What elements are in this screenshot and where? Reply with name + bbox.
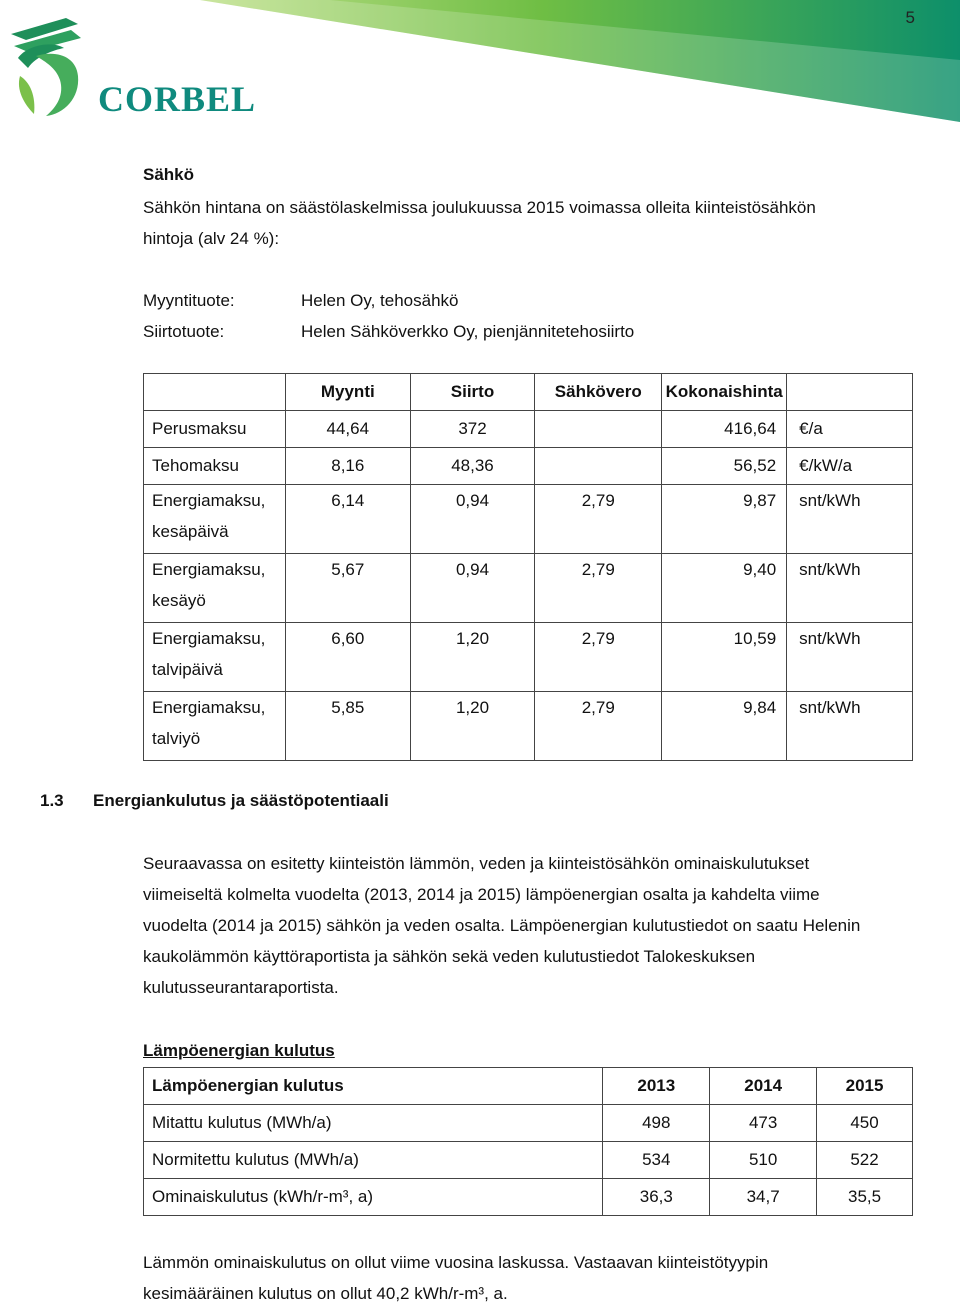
cell-total: 416,64 (662, 411, 787, 448)
cell-siirto: 0,94 (410, 485, 535, 554)
row-label (144, 692, 286, 761)
heat-row-label: Mitattu kulutus (MWh/a) (144, 1105, 603, 1142)
row-label-line1: Energiamaksu, (152, 629, 266, 648)
page-number: 5 (905, 8, 915, 27)
siirtotuote-value: Helen Sähköverkko Oy, pienjännitetehosiirto (301, 322, 635, 341)
cell-myynti: 6,14 (285, 485, 410, 554)
section-number: 1.3 (40, 791, 64, 810)
table-row (144, 623, 913, 692)
heat-header-2014: 2014 (710, 1068, 817, 1105)
section-title: Energiankulutus ja säästöpotentiaali (93, 791, 389, 810)
cell-unit: snt/kWh (787, 692, 913, 761)
cell-siirto: 48,36 (410, 448, 535, 485)
row-label-line1: Energiamaksu, (152, 491, 266, 510)
paragraph-line: Seuraavassa on esitetty kiinteistön lämmön, veden ja kiinteistösähkön ominaiskulutukset (143, 854, 810, 873)
logo-emblem-icon (6, 16, 96, 121)
cell-total: 56,52 (662, 448, 787, 485)
row-label-line2: talviyö (152, 729, 201, 748)
header-myynti: Myynti (285, 374, 410, 411)
table-row (144, 411, 913, 448)
heat-header-2013: 2013 (603, 1068, 710, 1105)
cell-vero: 2,79 (535, 485, 662, 554)
row-label-line1: Energiamaksu, (152, 698, 266, 717)
heat-cell: 473 (710, 1105, 817, 1142)
paragraph-line: kaukolämmön käyttöraportista ja sähkön sekä veden kulutustiedot Talokeskuksen (143, 947, 756, 966)
cell-vero: 2,79 (535, 692, 662, 761)
table-row (144, 1142, 913, 1179)
cell-unit: €/a (787, 411, 913, 448)
note-line-2: kesimääräinen kulutus on ollut 40,2 kWh/r-m³, a. (143, 1284, 508, 1303)
table-header-row (144, 374, 913, 411)
row-label-line2: talvipäivä (152, 660, 223, 679)
corbel-logo (6, 16, 257, 124)
cell-total: 9,87 (662, 485, 787, 554)
heat-header-2015: 2015 (817, 1068, 913, 1105)
cell-myynti: 5,67 (285, 554, 410, 623)
cell-vero: 2,79 (535, 623, 662, 692)
cell-vero (535, 411, 662, 448)
heat-row-label: Normitettu kulutus (MWh/a) (144, 1142, 603, 1179)
header-unit (787, 374, 913, 411)
table-row (144, 1105, 913, 1142)
paragraph-line: vuodelta (2014 ja 2015) sähkön ja veden osalta. Lämpöenergian kulutustiedot on saatu Helenin (143, 916, 861, 935)
cell-myynti: 8,16 (285, 448, 410, 485)
intro-line-1: Sähkön hintana on säästölaskelmissa joulukuussa 2015 voimassa olleita kiinteistösähkön (143, 198, 816, 217)
cell-myynti: 44,64 (285, 411, 410, 448)
table-row (144, 692, 913, 761)
table-row (144, 1179, 913, 1216)
row-label (144, 485, 286, 554)
cell-myynti: 6,60 (285, 623, 410, 692)
heat-subtitle: Lämpöenergian kulutus (143, 1041, 335, 1060)
heat-cell: 510 (710, 1142, 817, 1179)
siirtotuote-label: Siirtotuote: (143, 322, 225, 341)
row-label-line2: kesäyö (152, 591, 206, 610)
heat-cell: 450 (817, 1105, 913, 1142)
heat-cell: 34,7 (710, 1179, 817, 1216)
header-siirto: Siirto (410, 374, 535, 411)
heat-cell: 35,5 (817, 1179, 913, 1216)
row-label: Tehomaksu (144, 448, 286, 485)
price-table (143, 373, 913, 761)
heat-cell: 36,3 (603, 1179, 710, 1216)
table-row (144, 554, 913, 623)
header-kokonaishinta: Kokonaishinta (662, 374, 787, 411)
myyntituote-label: Myyntituote: (143, 291, 235, 310)
cell-unit: snt/kWh (787, 623, 913, 692)
cell-vero (535, 448, 662, 485)
cell-unit: snt/kWh (787, 554, 913, 623)
row-label: Perusmaksu (144, 411, 286, 448)
cell-unit: snt/kWh (787, 485, 913, 554)
note-line-1: Lämmön ominaiskulutus on ollut viime vuosina laskussa. Vastaavan kiinteistötyypin (143, 1253, 769, 1272)
logo-text: CORBEL (98, 79, 257, 119)
cell-myynti: 5,85 (285, 692, 410, 761)
paragraph-line: viimeiseltä kolmelta vuodelta (2013, 2014 ja 2015) lämpöenergian osalta ja kahdelta viime (143, 885, 820, 904)
heat-cell: 498 (603, 1105, 710, 1142)
row-label-line2: kesäpäivä (152, 522, 229, 541)
heat-row-label: Ominaiskulutus (kWh/r-m³, a) (144, 1179, 603, 1216)
cell-total: 9,84 (662, 692, 787, 761)
cell-unit: €/kW/a (787, 448, 913, 485)
heat-table (143, 1067, 913, 1216)
header-sahkovero: Sähkövero (535, 374, 662, 411)
cell-total: 9,40 (662, 554, 787, 623)
row-label (144, 623, 286, 692)
table-row (144, 448, 913, 485)
row-label (144, 554, 286, 623)
cell-total: 10,59 (662, 623, 787, 692)
myyntituote-value: Helen Oy, tehosähkö (301, 291, 459, 310)
heat-cell: 522 (817, 1142, 913, 1179)
table-row (144, 485, 913, 554)
cell-siirto: 1,20 (410, 692, 535, 761)
row-label-line1: Energiamaksu, (152, 560, 266, 579)
section-title-sahko: Sähkö (143, 165, 195, 184)
cell-siirto: 1,20 (410, 623, 535, 692)
cell-vero: 2,79 (535, 554, 662, 623)
heat-header-label: Lämpöenergian kulutus (144, 1068, 603, 1105)
cell-siirto: 372 (410, 411, 535, 448)
intro-line-2: hintoja (alv 24 %): (143, 229, 280, 248)
heat-header-row (144, 1068, 913, 1105)
header-cell-empty (144, 374, 286, 411)
cell-siirto: 0,94 (410, 554, 535, 623)
heat-cell: 534 (603, 1142, 710, 1179)
paragraph-line: kulutusseurantaraportista. (143, 978, 339, 997)
